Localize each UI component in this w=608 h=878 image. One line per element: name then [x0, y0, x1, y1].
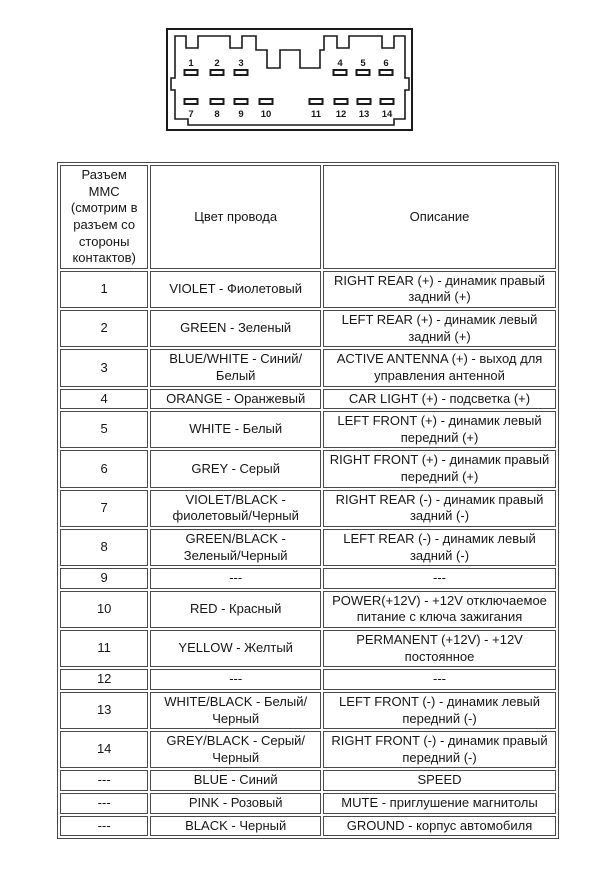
pin-cell: 8: [60, 529, 148, 566]
table-row: [60, 816, 556, 837]
connector-pin: [381, 99, 394, 120]
pin-number: 4: [337, 58, 343, 69]
wire-color-cell: YELLOW - Желтый: [150, 630, 321, 667]
table-row: [60, 793, 556, 814]
table-row: [60, 490, 556, 527]
pin-contact-pad: [334, 70, 347, 75]
description-cell: RIGHT FRONT (-) - динамик правый передний (-): [323, 731, 556, 768]
pin-cell: 13: [60, 692, 148, 729]
connector-outer-shell: [167, 29, 412, 130]
pin-cell: 2: [60, 310, 148, 347]
description-cell: SPEED: [323, 770, 556, 791]
table-row: [60, 349, 556, 386]
wire-color-cell: BLACK - Черный: [150, 816, 321, 837]
table-row: [60, 271, 556, 308]
wire-color-cell: ---: [150, 669, 321, 690]
pin-number: 7: [188, 109, 194, 120]
pinout-table-body: [60, 271, 556, 837]
table-row: [60, 529, 556, 566]
description-cell: RIGHT FRONT (+) - динамик правый передний (+): [323, 450, 556, 487]
table-row: [60, 411, 556, 448]
col-header-wire-color: Цвет провода: [150, 165, 321, 269]
pin-cell: 10: [60, 591, 148, 628]
connector-pin: [358, 99, 371, 120]
wire-color-cell: VIOLET/BLACK - фиолетовый/Черный: [150, 490, 321, 527]
pin-contact-pad: [310, 99, 323, 104]
description-cell: POWER(+12V) - +12V отключаемое питание с ключа зажигания: [323, 591, 556, 628]
pin-contact-pad: [211, 99, 224, 104]
description-cell: LEFT FRONT (+) - динамик левый передний (+): [323, 411, 556, 448]
wire-color-cell: WHITE - Белый: [150, 411, 321, 448]
pin-number: 6: [383, 58, 389, 69]
wire-color-cell: WHITE/BLACK - Белый/Черный: [150, 692, 321, 729]
pin-contact-pad: [235, 99, 248, 104]
pin-number: 9: [238, 109, 244, 120]
pin-number: 2: [214, 58, 220, 69]
pin-cell: ---: [60, 816, 148, 837]
description-cell: LEFT FRONT (-) - динамик левый передний (-): [323, 692, 556, 729]
table-row: [60, 310, 556, 347]
pinout-table-head: [60, 165, 556, 269]
connector-pin: [335, 99, 348, 120]
pin-cell: 5: [60, 411, 148, 448]
connector-diagram: [166, 28, 414, 132]
description-cell: MUTE - приглушение магнитолы: [323, 793, 556, 814]
pin-contact-pad: [380, 70, 393, 75]
pin-number: 1: [188, 58, 194, 69]
header-row: [60, 165, 556, 269]
pin-contact-pad: [211, 70, 224, 75]
pin-number: 3: [238, 58, 244, 69]
wire-color-cell: PINK - Розовый: [150, 793, 321, 814]
wire-color-cell: BLUE - Синий: [150, 770, 321, 791]
pin-contact-pad: [235, 70, 248, 75]
table-row: [60, 669, 556, 690]
pin-number: 11: [310, 109, 322, 120]
description-cell: PERMANENT (+12V) - +12V постоянное: [323, 630, 556, 667]
description-cell: ---: [323, 568, 556, 589]
pin-cell: 1: [60, 271, 148, 308]
wire-color-cell: GREY - Серый: [150, 450, 321, 487]
pin-cell: 12: [60, 669, 148, 690]
connector-pin: [310, 99, 323, 120]
table-row: [60, 450, 556, 487]
description-cell: LEFT REAR (-) - динамик левый задний (-): [323, 529, 556, 566]
table-row: [60, 770, 556, 791]
description-cell: ACTIVE ANTENNA (+) - выход для управления антенной: [323, 349, 556, 386]
pin-contact-pad: [381, 99, 394, 104]
connector-pin: [260, 99, 273, 120]
wire-color-cell: BLUE/WHITE - Синий/Белый: [150, 349, 321, 386]
wire-color-cell: VIOLET - Фиолетовый: [150, 271, 321, 308]
pin-cell: 9: [60, 568, 148, 589]
wire-color-cell: GREEN/BLACK - Зеленый/Черный: [150, 529, 321, 566]
wire-color-cell: RED - Красный: [150, 591, 321, 628]
pin-cell: ---: [60, 770, 148, 791]
pin-cell: 4: [60, 389, 148, 410]
pin-cell: 6: [60, 450, 148, 487]
pin-number: 10: [260, 109, 272, 120]
col-header-description: Описание: [323, 165, 556, 269]
description-cell: CAR LIGHT (+) - подсветка (+): [323, 389, 556, 410]
pin-cell: 3: [60, 349, 148, 386]
table-row: [60, 692, 556, 729]
pin-contact-pad: [260, 99, 273, 104]
pin-contact-pad: [357, 70, 370, 75]
pin-number: 13: [358, 109, 370, 120]
wire-color-cell: ORANGE - Оранжевый: [150, 389, 321, 410]
pin-contact-pad: [358, 99, 371, 104]
table-row: [60, 389, 556, 410]
table-row: [60, 630, 556, 667]
wire-color-cell: GREY/BLACK - Серый/Черный: [150, 731, 321, 768]
table-row: [60, 591, 556, 628]
pin-cell: 14: [60, 731, 148, 768]
wire-color-cell: GREEN - Зеленый: [150, 310, 321, 347]
description-cell: RIGHT REAR (-) - динамик правый задний (-): [323, 490, 556, 527]
wire-color-cell: ---: [150, 568, 321, 589]
pin-number: 12: [335, 109, 347, 120]
pin-number: 14: [381, 109, 393, 120]
pin-contact-pad: [185, 99, 198, 104]
table-row: [60, 731, 556, 768]
table-row: [60, 568, 556, 589]
description-cell: RIGHT REAR (+) - динамик правый задний (+): [323, 271, 556, 308]
pin-cell: ---: [60, 793, 148, 814]
description-cell: LEFT REAR (+) - динамик левый задний (+): [323, 310, 556, 347]
description-cell: ---: [323, 669, 556, 690]
pin-contact-pad: [335, 99, 348, 104]
pin-number: 5: [360, 58, 366, 69]
pin-cell: 11: [60, 630, 148, 667]
pin-number: 8: [214, 109, 220, 120]
pin-cell: 7: [60, 490, 148, 527]
description-cell: GROUND - корпус автомобиля: [323, 816, 556, 837]
pinout-table: [57, 162, 559, 839]
col-header-connector-pin: Разъем ММС (смотрим в разъем со стороны контактов): [60, 165, 148, 269]
pin-contact-pad: [185, 70, 198, 75]
